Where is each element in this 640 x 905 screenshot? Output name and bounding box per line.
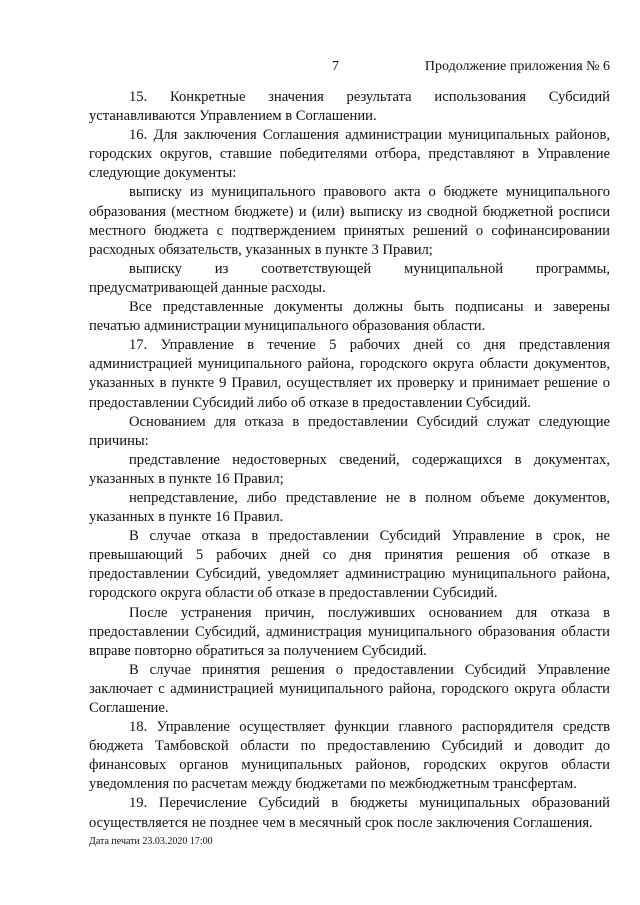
paragraph-18: 18. Управление осуществляет функции главного распорядителя средств бюджета Тамбовской области по предоставлению Субсидий и доводит до финансовых органов муниципальных районов, городских округов области уведомления по расчетам между бюджетами по межбюджетным трансфертам. [89, 719, 610, 793]
paragraph-17-refusal-grounds: Основанием для отказа в предоставлении Субсидий служат следующие причины: [89, 413, 610, 449]
paragraph-16-signature-requirement: Все представленные документы должны быть подписаны и заверены печатью администрации муниципального образования области. [89, 299, 610, 335]
paragraph-16: 16. Для заключения Соглашения администрации муниципальных районов, городских округов, ставшие победителями отбора, представляют в Управление следующие документы: [89, 127, 610, 182]
print-date: Дата печати 23.03.2020 17:00 [89, 836, 213, 847]
paragraph-19: 19. Перечисление Субсидий в бюджеты муниципальных образований осуществляется не позднее чем в месячный срок после заключения Соглашения. [89, 795, 610, 831]
paragraph-17-ground-false-data: представление недостоверных сведений, содержащихся в документах, указанных в пункте 16 Правил; [89, 451, 610, 487]
paragraph-17: 17. Управление в течение 5 рабочих дней со дня представления администрацией муниципального района, городского округа области документов, указанных в пункте 9 Правил, осуществляет их проверку и принимает решение о предоставлении Субсидий либо об отказе в предоставлении Субсидий. [89, 337, 610, 411]
document-body [89, 88, 610, 833]
paragraph-16-item-budget-extract: выписку из муниципального правового акта о бюджете муниципального образования (местном бюджете) и (или) выписку из сводной бюджетной росписи местного бюджета с подтверждением принятых решений о софинансировании расходных обязательств, указанных в пункте 3 Правил; [89, 184, 610, 258]
appendix-continuation-note: Продолжение приложения № 6 [424, 59, 610, 74]
paragraph-16-item-program-extract: выписку из соответствующей муниципальной программы, предусматривающей данные расходы. [89, 260, 610, 296]
paragraph-17-reapplication: После устранения причин, послуживших основанием для отказа в предоставлении Субсидий, администрация муниципального образования области вправе повторно обратиться за получением Субсидий. [89, 604, 610, 659]
paragraph-15: 15. Конкретные значения результата использования Субсидий устанавливаются Управлением в Соглашении. [89, 89, 610, 125]
paragraph-17-agreement: В случае принятия решения о предоставлении Субсидий Управление заключает с администрацией муниципального района, городского округа области Соглашение. [89, 661, 610, 716]
paragraph-17-refusal-notice: В случае отказа в предоставлении Субсидий Управление в срок, не превышающий 5 рабочих дней со дня принятия решения об отказе в предоставлении Субсидий, уведомляет администрацию муниципального района, городского округа области об отказе в предоставлении Субсидий. [89, 528, 610, 602]
paragraph-17-ground-incomplete: непредставление, либо представление не в полном объеме документов, указанных в пункте 16 Правил. [89, 489, 610, 526]
page-number: 7 [332, 59, 339, 74]
